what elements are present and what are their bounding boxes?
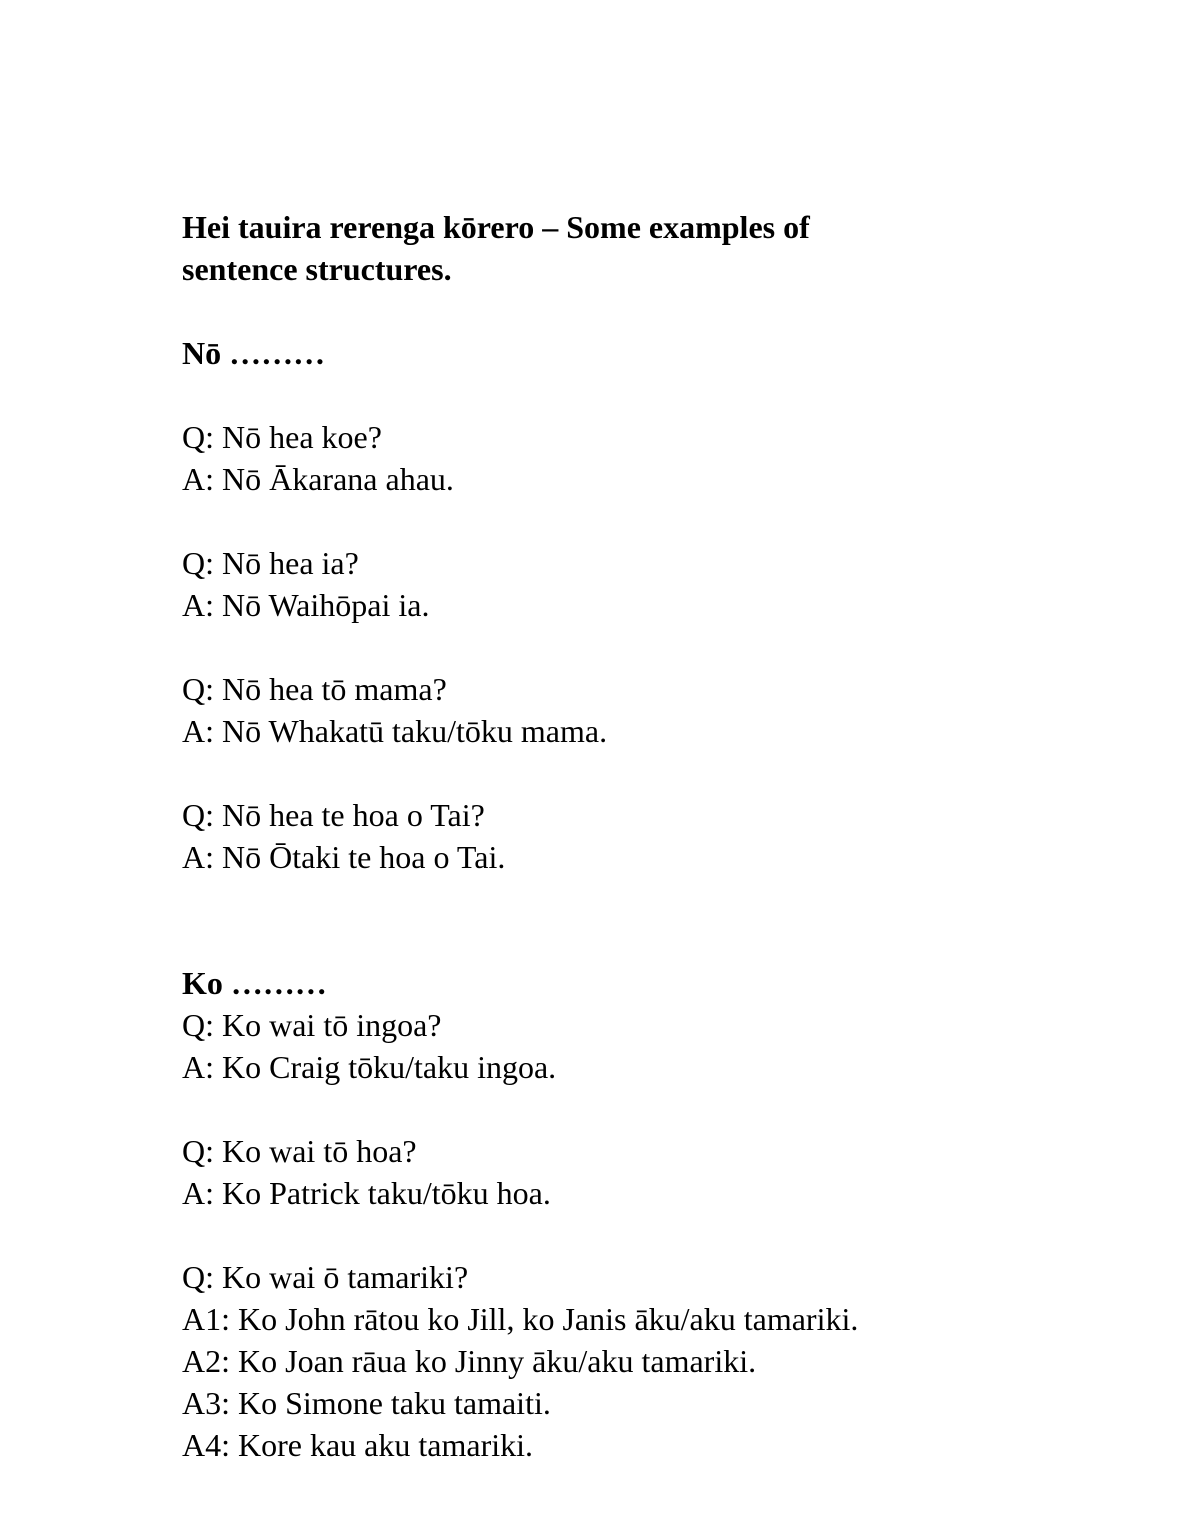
document-title-line-1: Hei tauira rerenga kōrero – Some examples of: [182, 209, 810, 245]
question: Q: Ko wai tō ingoa?: [182, 1007, 442, 1043]
answer: A: Nō Waihōpai ia.: [182, 587, 430, 623]
section-heading-no: Nō ………: [182, 335, 326, 371]
section-heading-ko: Ko ………: [182, 965, 327, 1001]
document-body: [182, 206, 1122, 1466]
answer: A: Nō Whakatū taku/tōku mama.: [182, 713, 608, 749]
answer: A: Ko Patrick taku/tōku hoa.: [182, 1175, 551, 1211]
question: Q: Nō hea te hoa o Tai?: [182, 797, 485, 833]
question: Q: Ko wai ō tamariki?: [182, 1259, 469, 1295]
answer: A2: Ko Joan rāua ko Jinny āku/aku tamariki.: [182, 1343, 757, 1379]
document-title-line-2: sentence structures.: [182, 251, 452, 287]
answer: A: Nō Ākarana ahau.: [182, 461, 454, 497]
question: Q: Nō hea ia?: [182, 545, 359, 581]
answer: A3: Ko Simone taku tamaiti.: [182, 1385, 551, 1421]
question: Q: Nō hea koe?: [182, 419, 382, 455]
answer: A: Ko Craig tōku/taku ingoa.: [182, 1049, 557, 1085]
answer: A1: Ko John rātou ko Jill, ko Janis āku/aku tamariki.: [182, 1301, 859, 1337]
question: Q: Nō hea tō mama?: [182, 671, 447, 707]
answer: A: Nō Ōtaki te hoa o Tai.: [182, 839, 506, 875]
question: Q: Ko wai tō hoa?: [182, 1133, 417, 1169]
answer: A4: Kore kau aku tamariki.: [182, 1427, 533, 1463]
